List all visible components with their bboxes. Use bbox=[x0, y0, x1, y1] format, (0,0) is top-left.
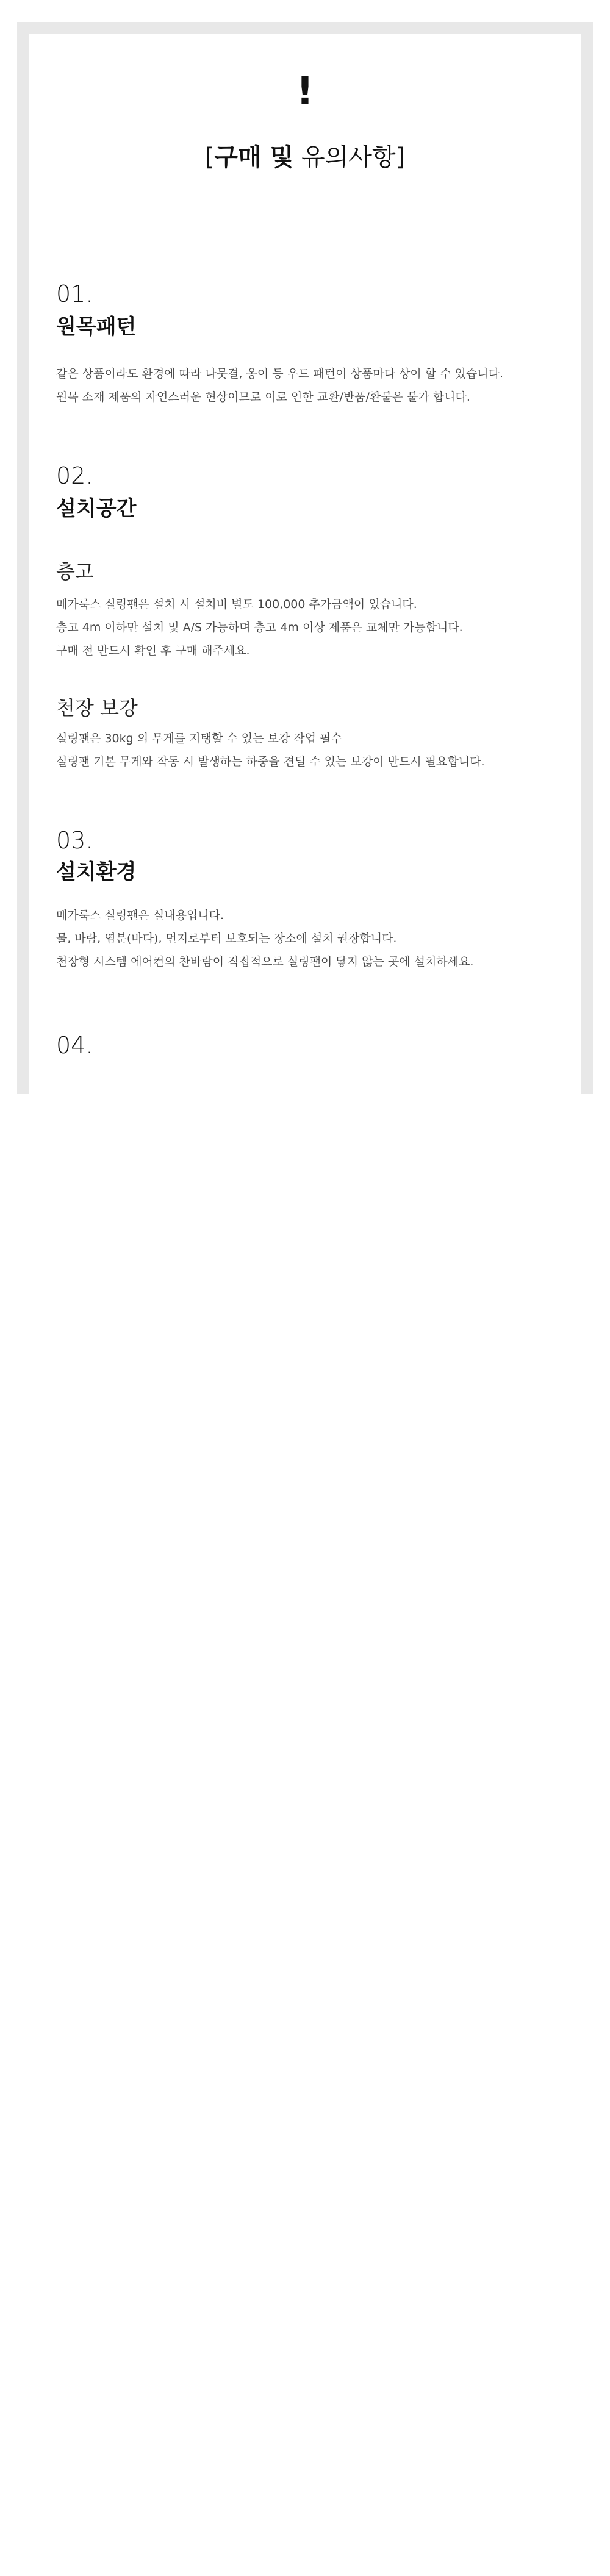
text-line: 메가룩스 실링팬은 설치 시 설치비 별도 100,000 추가금액이 있습니다. bbox=[56, 598, 417, 611]
section-3-number: 03. bbox=[56, 827, 93, 854]
ceiling-reinforce-title: 천장 보강 bbox=[56, 696, 138, 720]
ceiling-height-title: 층고 bbox=[56, 560, 94, 583]
wood-swatch-dark bbox=[190, 263, 257, 331]
text-line: 물, 바람, 염분(바다), 먼지로부터 보호되는 장소에 설치 권장합니다. bbox=[56, 932, 397, 945]
text-line: 천장형 시스템 에어컨의 찬바람이 직접적으로 실링팬이 닿지 않는 곳에 설치하세요. bbox=[56, 955, 474, 968]
section-2-title: 설치공간 bbox=[56, 496, 137, 521]
text-line: 같은 상품이라도 환경에 따라 나뭇결, 옹이 등 우드 패턴이 상품마다 상이 할 수 있습니다. bbox=[56, 367, 503, 381]
section-4-number: 04. bbox=[56, 1032, 93, 1059]
text-line: 구매 전 반드시 확인 후 구매 해주세요. bbox=[56, 644, 250, 657]
section-3-text bbox=[56, 904, 569, 973]
text-line: 층고 4m 이하만 설치 및 A/S 가능하며 층고 4m 이상 제품은 교체만 가능합니다. bbox=[56, 621, 463, 634]
section-2-number: 02. bbox=[56, 462, 93, 489]
exclamation-icon: ! bbox=[296, 69, 314, 114]
wood-swatch-light bbox=[288, 263, 355, 331]
text-line: 원목 소재 제품의 자연스러운 현상이므로 이로 인한 교환/반품/환불은 불가 합니다. bbox=[56, 390, 470, 404]
text-line: 실링팬 기본 무게와 작동 시 발생하는 하중을 견딜 수 있는 보강이 반드시 필요합니다. bbox=[56, 755, 485, 768]
card-extension bbox=[29, 1025, 581, 1098]
section-1-text bbox=[56, 362, 569, 409]
wood-swatch-gray bbox=[386, 263, 453, 331]
page-title: [구매 및 유의사항] bbox=[204, 143, 406, 171]
section-1-title: 원목패턴 bbox=[56, 315, 137, 339]
ceiling-reinforce-text bbox=[56, 727, 569, 773]
section-1-number: 01. bbox=[56, 281, 93, 307]
ceiling-height-text bbox=[56, 593, 569, 662]
text-line: 메가룩스 실링팬은 실내용입니다. bbox=[56, 909, 224, 922]
section-3-title: 설치환경 bbox=[56, 860, 137, 884]
text-line: 실링팬은 30kg 의 무게를 지탱할 수 있는 보강 작업 필수 bbox=[56, 732, 342, 745]
notice-card bbox=[29, 34, 581, 1082]
